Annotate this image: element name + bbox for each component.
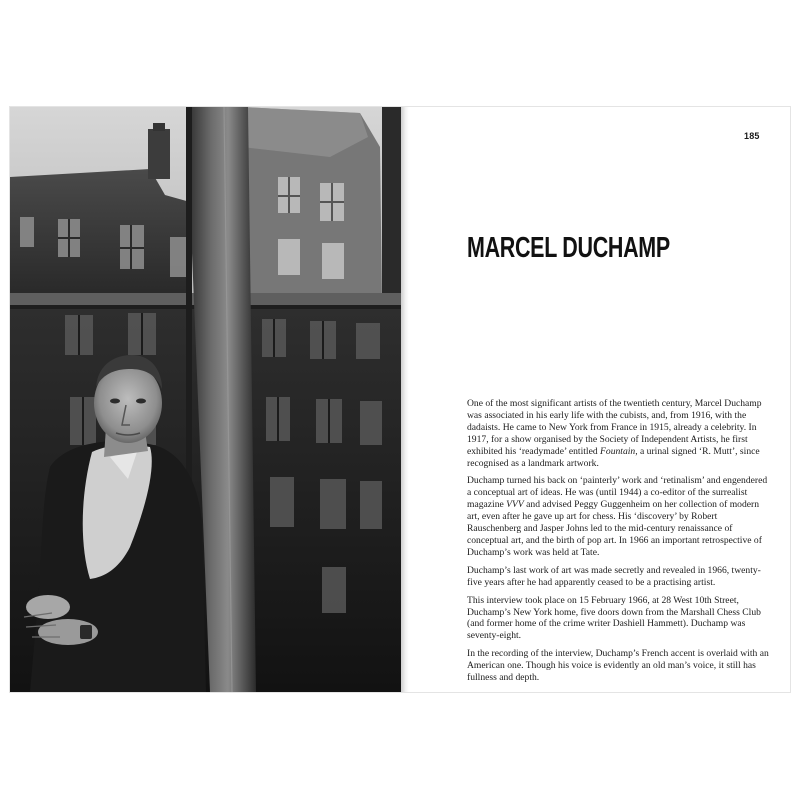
book-spread xyxy=(10,107,790,692)
artwork-title-fountain: Fountain xyxy=(600,445,636,457)
body-paragraph-2: Duchamp turned his back on ‘painterly’ work and ‘retinalism’ and engendered a conceptual art of ideas. He was (until 1944) a co-editor of the surrealist magazine VVV and advised Peggy Guggenheim on her collection of modern art, even after he gave up art for chess. His ‘discovery’ by Robert Rauschenberg and Jasper Johns led to the mid-century renaissance of conceptual art, and the birth of pop art. In 1966 an important retrospective of Duchamp’s work was held at Tate. xyxy=(467,475,768,558)
photo-illustration xyxy=(10,107,401,692)
body-paragraph-5: In the recording of the interview, Duchamp’s French accent is overlaid with an American one. Though his voice is evidently an old man’s voice, it still has fullness and depth. xyxy=(467,648,769,684)
page-number: 185 xyxy=(744,131,760,141)
body-paragraph-1: One of the most significant artists of the twentieth century, Marcel Duchamp was associated in his early life with the cubists, and, from 1916, with the dadaists. He came to New York from France in 1915, already a celebrity. In 1917, for a show organised by the Society of Independent Artists, he first exhibited his ‘readymade’ entitled Fountain, a urinal signed ‘R. Mutt’, since recognised as a landmark artwork. xyxy=(467,398,762,469)
body-paragraph-3: Duchamp’s last work of art was made secretly and revealed in 1966, twenty-five years after he had apparently ceased to be a practising artist. xyxy=(467,564,761,588)
magazine-title-vvv: VVV xyxy=(506,499,524,511)
article-title: MARCEL DUCHAMP xyxy=(467,232,670,264)
portrait-photo xyxy=(10,107,401,692)
page-gutter xyxy=(401,107,409,692)
article-body xyxy=(467,398,773,690)
body-paragraph-4: This interview took place on 15 February 1966, at 28 West 10th Street, Duchamp’s New York home, five doors down from the Marshall Chess Club (and former home of the crime writer Dashiell Hammett). Duchamp was seventy-eight. xyxy=(467,594,761,642)
